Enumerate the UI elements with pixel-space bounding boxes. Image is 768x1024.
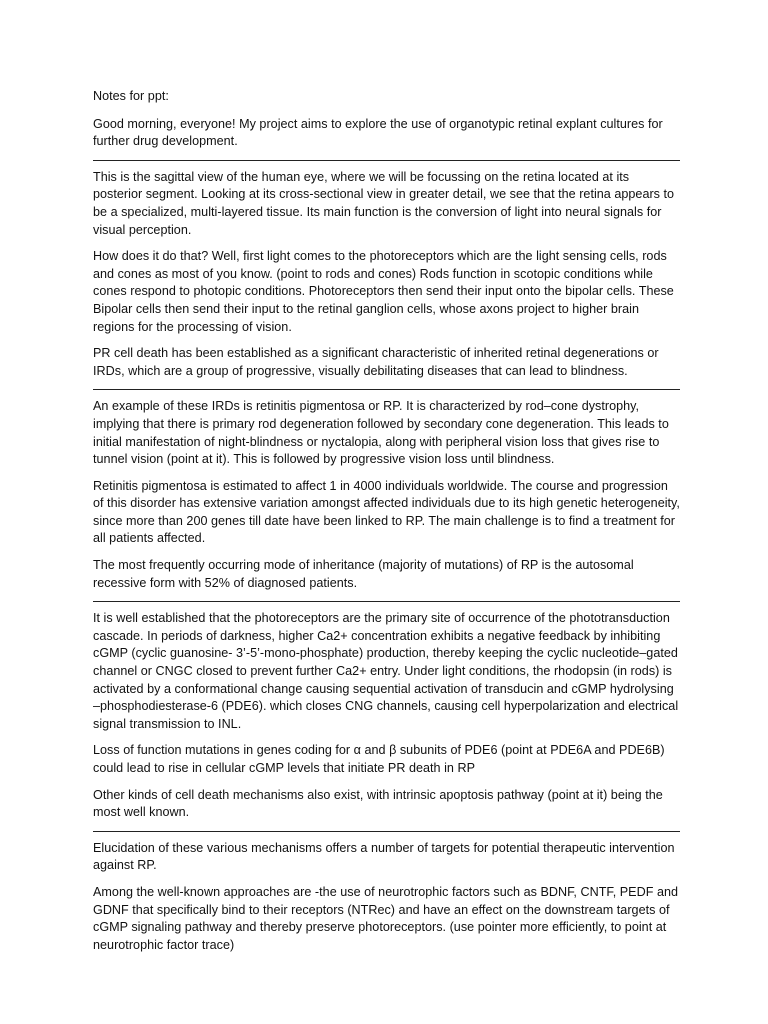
document-title: Notes for ppt: [93, 89, 169, 103]
paragraph: How does it do that? Well, first light comes to the photoreceptors which are the light sensing cells, rods and cones as most of you know. (point to rods and cones) Rods function in scotopic conditions while cones respond to photopic conditions. Photoreceptors then send their input onto the bipolar cells. These Bipolar cells then send their input to the retinal ganglion cells, whose axons project to higher brain regions for the processing of vision. [93, 249, 674, 334]
document-page [93, 88, 680, 963]
section-retina [93, 169, 680, 381]
section-divider [93, 601, 680, 602]
paragraph: Elucidation of these various mechanisms offers a number of targets for potential therapeutic intervention against RP. [93, 840, 675, 873]
paragraph: Good morning, everyone! My project aims to explore the use of organotypic retinal explant cultures for further drug development. [93, 116, 663, 149]
paragraph: Among the well-known approaches are -the use of neurotrophic factors such as BDNF, CNTF, PEDF and GDNF that specifically bind to their receptors (NTRec) and have an effect on the downstream targets of cGMP signaling pathway and thereby preserve photoreceptors. (use pointer more efficiently, to point at neurotrophic factor trace) [93, 884, 679, 952]
section-intro [93, 116, 680, 151]
paragraph: This is the sagittal view of the human eye, where we will be focussing on the retina located at its posterior segment. Looking at its cross-sectional view in greater detail, we see that the retina appears to be a specialized, multi-layered tissue. Its main function is the conversion of light into neural signals for visual perception. [93, 169, 675, 237]
section-divider [93, 389, 680, 390]
section-therapeutics [93, 840, 680, 955]
section-retinitis-pigmentosa [93, 398, 680, 592]
section-divider [93, 160, 680, 161]
paragraph: Retinitis pigmentosa is estimated to affect 1 in 4000 individuals worldwide. The course and progression of this disorder has extensive variation amongst affected individuals due to its high genetic heterogeneity, since more than 200 genes till date have been linked to RP. The main challenge is to find a treatment for all patients affected. [93, 478, 680, 546]
section-phototransduction [93, 610, 680, 822]
paragraph: The most frequently occurring mode of inheritance (majority of mutations) of RP is the autosomal recessive form with 52% of diagnosed patients. [93, 558, 634, 590]
paragraph: PR cell death has been established as a significant characteristic of inherited retinal degenerations or IRDs, which are a group of progressive, visually debilitating diseases that can lead to blindness. [93, 346, 659, 378]
paragraph: Loss of function mutations in genes coding for α and β subunits of PDE6 (point at PDE6A and PDE6B) could lead to rise in cellular cGMP levels that initiate PR death in RP [93, 743, 665, 775]
section-divider [93, 831, 680, 832]
paragraph: Other kinds of cell death mechanisms also exist, with intrinsic apoptosis pathway (point at it) being the most well known. [93, 787, 663, 820]
paragraph: It is well established that the photoreceptors are the primary site of occurrence of the phototransduction cascade. In periods of darkness, higher Ca2+ concentration exhibits a negative feedback by inhibiting cGMP (cyclic guanosine- 3’-5’-mono-phosphate) production, thereby keeping the cyclic nucleotide–gated channel or CNGC closed to prevent further Ca2+ entry. Under light conditions, the rhodopsin (in rods) is activated by a conformational change causing sequential activation of transducin and cGMP hydrolysing –phosphodiesterase-6 (PDE6). which closes CNG channels, causing cell hyperpolarization and electrical signal transmission to INL. [93, 611, 679, 731]
paragraph: An example of these IRDs is retinitis pigmentosa or RP. It is characterized by rod–cone dystrophy, implying that there is primary rod degeneration followed by secondary cone degeneration. This leads to initial manifestation of night-blindness or nyctalopia, along with peripheral vision loss that gives rise to tunnel vision (point at it). This is followed by progressive vision loss until blindness. [93, 399, 669, 467]
